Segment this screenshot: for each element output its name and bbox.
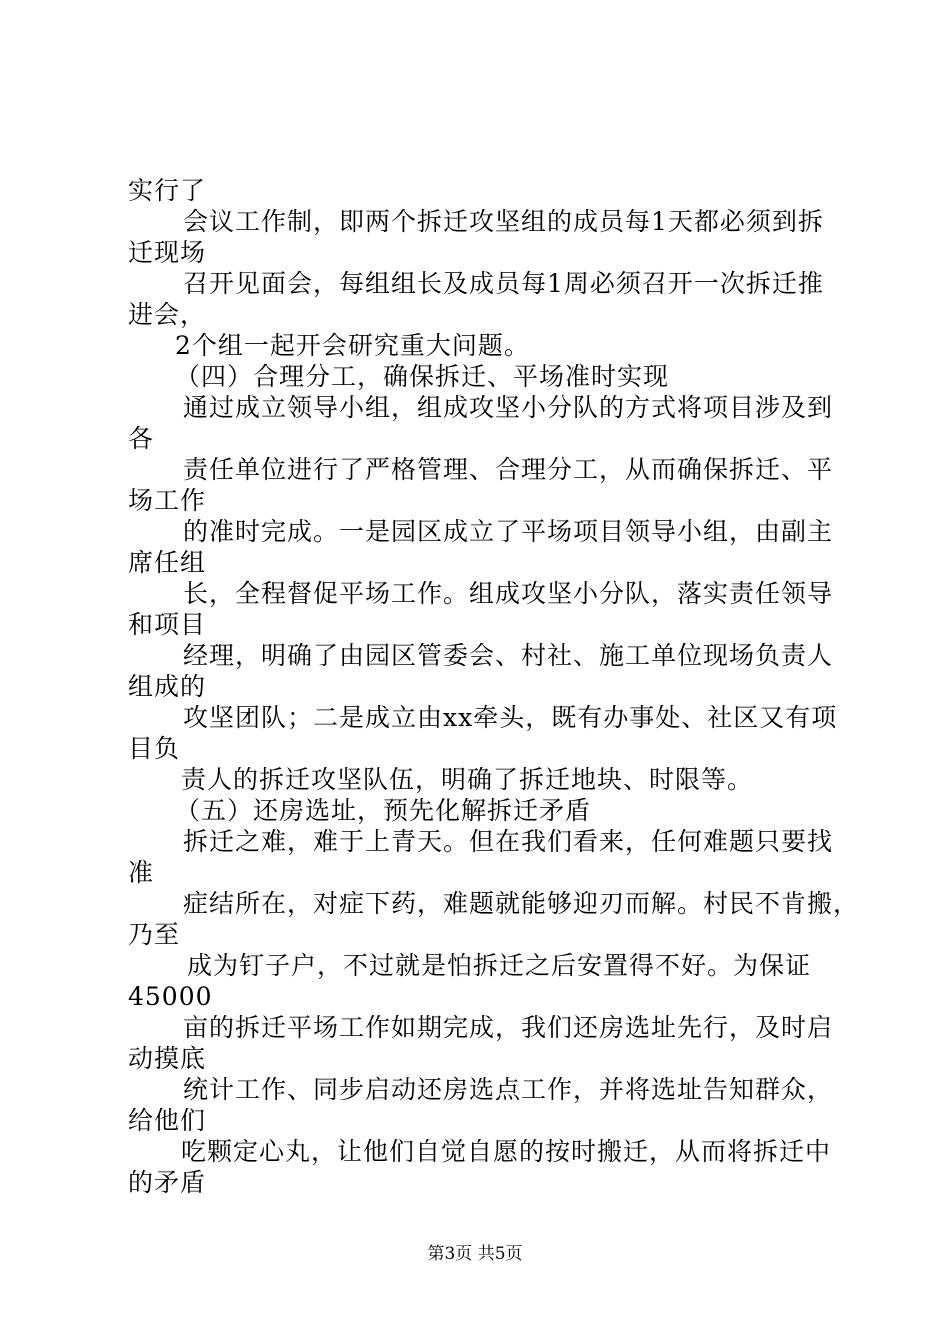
text-line: 长，全程督促平场工作。组成攻坚小分队，落实责任领导	[183, 579, 834, 608]
text-line: 攻坚团队；二是成立由xx牵头，既有办事处、社区又有项	[183, 703, 838, 732]
section-heading: （四）合理分工，确保拆迁、平场准时实现	[175, 362, 670, 391]
text-line: 实行了	[128, 176, 207, 205]
text-line: 会议工作制，即两个拆迁攻坚组的成员每1天都必须到拆	[183, 207, 824, 236]
text-line: 经理，明确了由园区管委会、村社、施工单位现场负责人	[183, 641, 834, 670]
text-line: 乃至	[128, 920, 181, 949]
text-line: 成为钉子户，不过就是怕拆迁之后安置得不好。为保证	[187, 951, 812, 980]
text-line: 目负	[128, 734, 181, 763]
text-line: 各	[128, 424, 155, 453]
text-line: 责人的拆迁攻坚队伍，明确了拆迁地块、时限等。	[181, 765, 754, 794]
text-line: 45000	[128, 982, 213, 1011]
text-line: 组成的	[128, 672, 207, 701]
text-line: 席任组	[128, 548, 207, 577]
text-line: 的准时完成。一是园区成立了平场项目领导小组，由副主	[183, 517, 834, 546]
text-line: 准	[128, 858, 155, 887]
text-line: 进会，	[128, 300, 207, 329]
text-line: 拆迁之难，难于上青天。但在我们看来，任何难题只要找	[183, 827, 834, 856]
text-line: 召开见面会，每组组长及成员每1周必须召开一次拆迁推	[183, 269, 824, 298]
text-line: 场工作	[128, 486, 207, 515]
text-line: 2个组一起开会研究重大问题。	[175, 331, 530, 360]
text-line: 亩的拆迁平场工作如期完成，我们还房选址先行，及时启	[183, 1013, 834, 1042]
text-line: 统计工作、同步启动还房选点工作，并将选址告知群众，	[183, 1075, 834, 1104]
section-heading: （五）还房选址，预先化解拆迁矛盾	[175, 796, 592, 825]
text-line: 通过成立领导小组，组成攻坚小分队的方式将项目涉及到	[183, 393, 834, 422]
text-line: 的矛盾	[128, 1168, 207, 1197]
text-line: 吃颗定心丸，让他们自觉自愿的按时搬迁，从而将拆迁中	[181, 1137, 832, 1166]
text-line: 动摸底	[128, 1044, 207, 1073]
text-line: 给他们	[128, 1106, 207, 1135]
text-line: 责任单位进行了严格管理、合理分工，从而确保拆迁、平	[183, 455, 834, 484]
text-line: 迁现场	[128, 238, 207, 267]
page-number-footer: 第3页 共5页	[427, 1244, 523, 1264]
text-line: 症结所在，对症下药，难题就能够迎刃而解。村民不肯搬，	[183, 889, 860, 918]
text-line: 和项目	[128, 610, 207, 639]
